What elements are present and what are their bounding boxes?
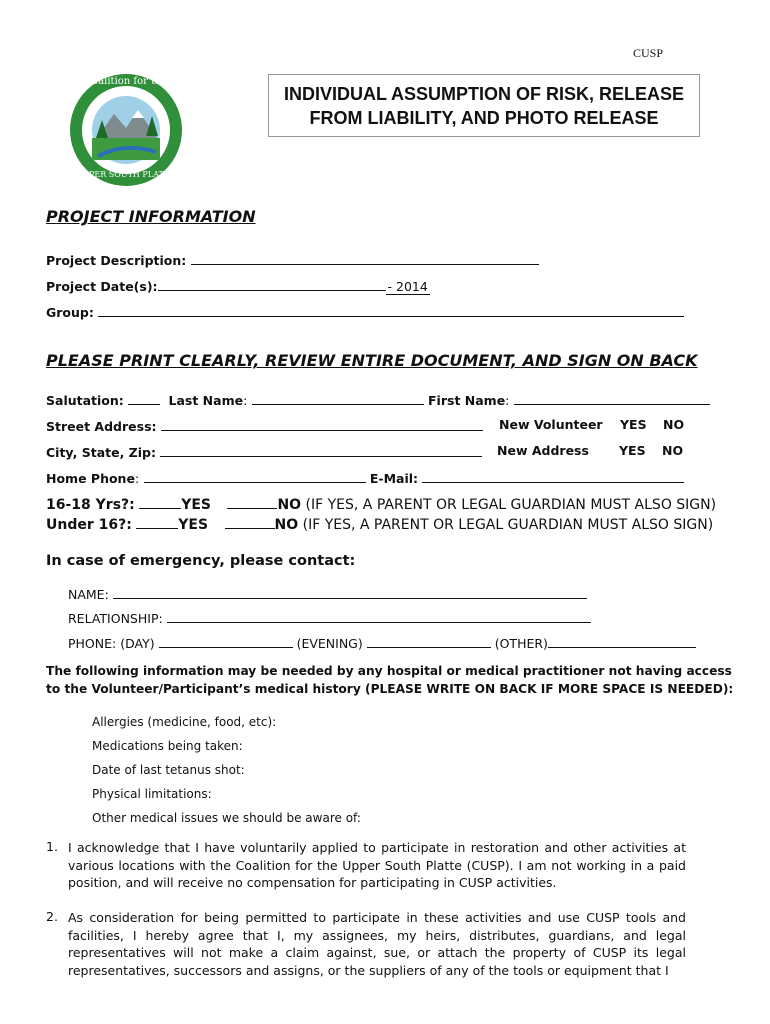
title-box bbox=[268, 74, 700, 137]
medical-item-other: Other medical issues we should be aware of: bbox=[92, 811, 361, 825]
term-2-text: As consideration for being permitted to participate in these activities and use CUSP tools and facilities, I hereby agree that I, my assignees, my heirs, distributes, guardians, and legal representatives will not make a claim against, sue, or attach the property of CUSP its legal representatives, successors and assigns, or the suppliers of any of the tools or equipment that I bbox=[68, 910, 686, 978]
logo-text-top: Coalition for the bbox=[84, 76, 168, 87]
new-volunteer-no[interactable]: NO bbox=[663, 417, 685, 432]
age-under-16-label: Under 16?: bbox=[46, 517, 132, 533]
emergency-relationship-field[interactable] bbox=[167, 609, 591, 623]
age-16-18-no: NO bbox=[277, 497, 302, 513]
logo-text-bottom: UPPER SOUTH PLATTE bbox=[76, 170, 176, 179]
first-name-colon: : bbox=[505, 393, 510, 408]
new-volunteer-yes[interactable]: YES bbox=[620, 417, 647, 432]
emergency-other-field[interactable] bbox=[548, 634, 696, 648]
emergency-name-row bbox=[68, 585, 587, 602]
emergency-name-label: NAME: bbox=[68, 587, 109, 602]
emergency-name-field[interactable] bbox=[113, 585, 587, 599]
salutation-label: Salutation: bbox=[46, 393, 124, 408]
medical-item-allergies: Allergies (medicine, food, etc): bbox=[92, 715, 277, 729]
email-label: E-Mail: bbox=[369, 471, 419, 486]
group-label: Group: bbox=[46, 305, 94, 320]
age-under-16-row bbox=[46, 515, 713, 533]
last-name-field[interactable] bbox=[252, 391, 424, 405]
medical-item-medications: Medications being taken: bbox=[92, 739, 243, 753]
last-name-label: Last Name bbox=[168, 393, 244, 408]
name-row bbox=[46, 391, 710, 408]
project-dates-label: Project Date(s): bbox=[46, 279, 158, 294]
street-label: Street Address: bbox=[46, 419, 157, 434]
city-row bbox=[46, 443, 482, 460]
medical-intro-line-1: The following information may be needed by any hospital or medical practitioner not having access bbox=[46, 664, 732, 678]
age-under-16-note: (IF YES, A PARENT OR LEGAL GUARDIAN MUST ALSO SIGN) bbox=[302, 517, 714, 533]
project-description-label: Project Description: bbox=[46, 253, 187, 268]
group-row bbox=[46, 303, 684, 320]
group-field[interactable] bbox=[98, 303, 684, 317]
project-dates-field[interactable] bbox=[158, 277, 386, 291]
project-description-row bbox=[46, 251, 539, 268]
emergency-phone-day-label: PHONE: (DAY) bbox=[68, 636, 155, 651]
emergency-evening-label: (EVENING) bbox=[296, 636, 363, 651]
phone-email-row bbox=[46, 469, 684, 486]
new-address-yes[interactable]: YES bbox=[619, 443, 646, 458]
print-clearly-heading: PLEASE PRINT CLEARLY, REVIEW ENTIRE DOCUMENT, AND SIGN ON BACK bbox=[46, 351, 698, 370]
medical-item-physical: Physical limitations: bbox=[92, 787, 212, 801]
city-label: City, State, Zip: bbox=[46, 445, 156, 460]
home-phone-label: Home Phone bbox=[46, 471, 135, 486]
emergency-phone-row bbox=[68, 634, 696, 651]
emergency-heading: In case of emergency, please contact: bbox=[46, 553, 356, 569]
home-phone-field[interactable] bbox=[144, 469, 366, 483]
medical-item-tetanus: Date of last tetanus shot: bbox=[92, 763, 245, 777]
street-row bbox=[46, 417, 483, 434]
email-field[interactable] bbox=[422, 469, 684, 483]
project-dates-row bbox=[46, 277, 430, 295]
first-name-field[interactable] bbox=[514, 391, 710, 405]
term-1-text: I acknowledge that I have voluntarily applied to participate in restoration and other activities at various locations with the Coalition for the Upper South Platte (CUSP). I am not working in a paid position, and will receive no compensation for participating in CUSP activities. bbox=[68, 840, 686, 890]
project-dates-year: - 2014 bbox=[387, 279, 428, 294]
first-name-label: First Name bbox=[428, 393, 506, 408]
home-phone-colon: : bbox=[134, 471, 140, 486]
title-line-1: INDIVIDUAL ASSUMPTION OF RISK, RELEASE bbox=[283, 84, 685, 104]
age-under-16-no: NO bbox=[274, 517, 299, 533]
emergency-evening-field[interactable] bbox=[367, 634, 491, 648]
new-address-no[interactable]: NO bbox=[662, 443, 684, 458]
age-under-16-no-field[interactable] bbox=[225, 515, 275, 529]
salutation-field[interactable] bbox=[128, 391, 160, 405]
emergency-relationship-label: RELATIONSHIP: bbox=[68, 611, 163, 626]
emergency-phone-day-field[interactable] bbox=[159, 634, 293, 648]
last-name-colon: : bbox=[243, 393, 248, 408]
age-16-18-label: 16-18 Yrs?: bbox=[46, 497, 135, 513]
new-volunteer-label: New Volunteer bbox=[499, 417, 603, 432]
age-16-18-note: (IF YES, A PARENT OR LEGAL GUARDIAN MUST ALSO SIGN) bbox=[305, 497, 717, 513]
age-16-18-yes: YES bbox=[181, 497, 211, 513]
emergency-relationship-row bbox=[68, 609, 591, 626]
street-field[interactable] bbox=[161, 417, 483, 431]
title-line-2: FROM LIABILITY, AND PHOTO RELEASE bbox=[309, 108, 659, 128]
term-2-number: 2. bbox=[46, 909, 58, 924]
medical-intro-line-2: to the Volunteer/Participant’s medical history (PLEASE WRITE ON BACK IF MORE SPACE IS NEEDED): bbox=[46, 682, 734, 696]
age-under-16-yes-field[interactable] bbox=[136, 515, 178, 529]
city-field[interactable] bbox=[160, 443, 482, 457]
term-1-number: 1. bbox=[46, 839, 58, 854]
age-16-18-row bbox=[46, 495, 716, 513]
emergency-other-label: (OTHER) bbox=[494, 636, 548, 651]
age-16-18-no-field[interactable] bbox=[227, 495, 277, 509]
age-16-18-yes-field[interactable] bbox=[139, 495, 181, 509]
document-code: CUSP bbox=[633, 46, 664, 60]
project-description-field[interactable] bbox=[191, 251, 539, 265]
new-address-label: New Address bbox=[497, 443, 589, 458]
age-under-16-yes: YES bbox=[178, 517, 209, 533]
project-info-heading: PROJECT INFORMATION bbox=[46, 207, 256, 226]
